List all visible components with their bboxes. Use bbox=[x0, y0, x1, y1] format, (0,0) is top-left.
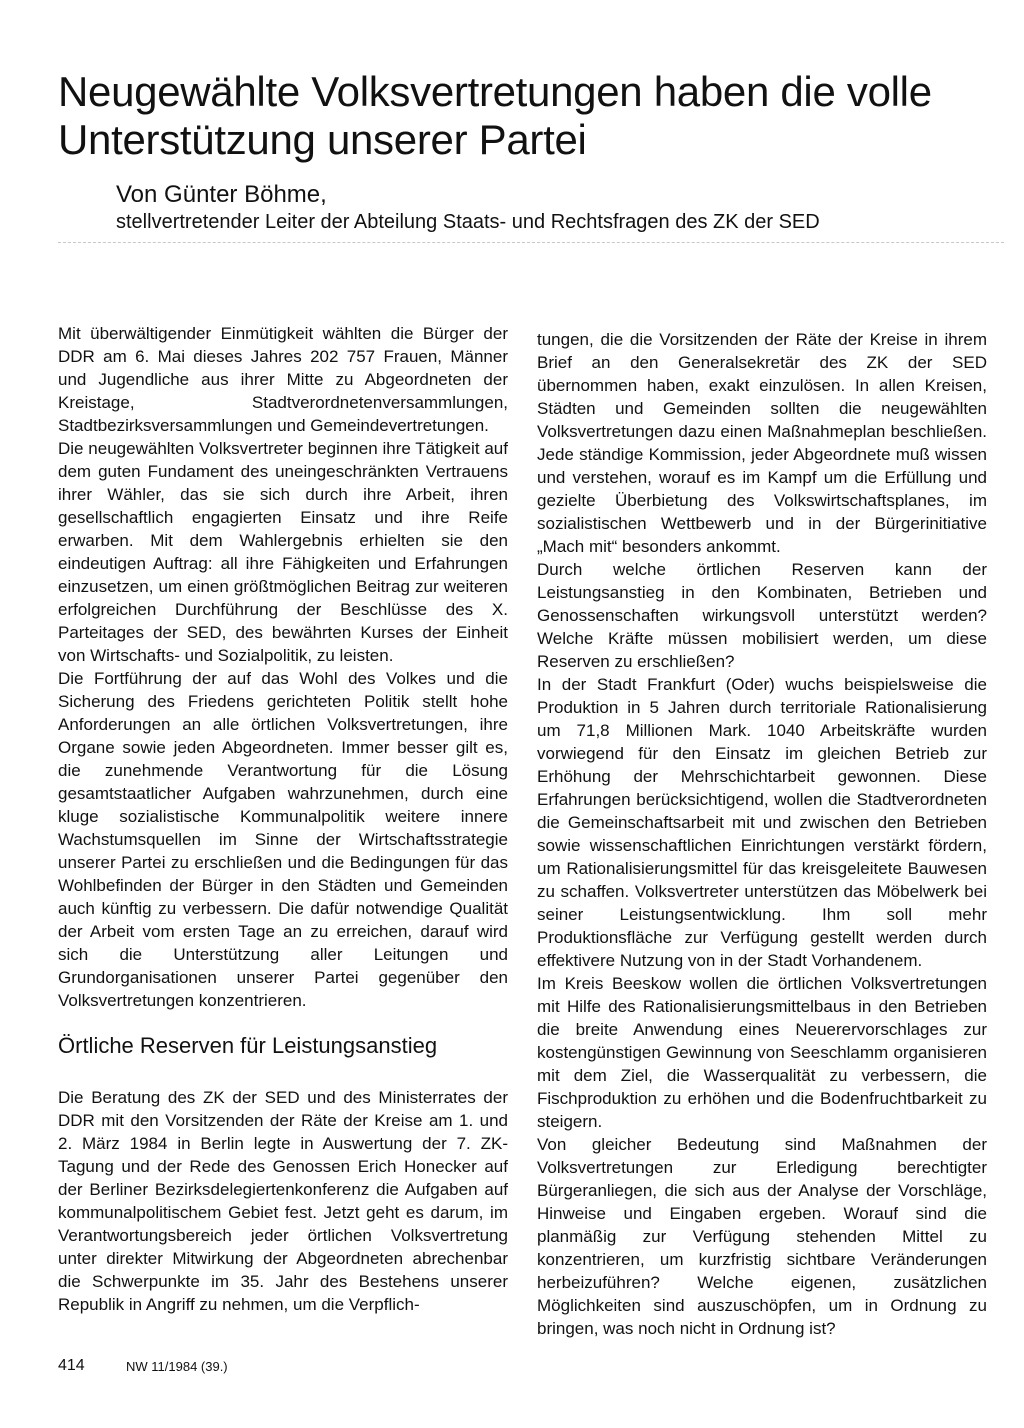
paragraph: tungen, die die Vorsitzenden der Räte der Kreise in ihrem Brief an den Generalsekretär des ZK der SED übernommen haben, exakt einzulösen. In allen Kreisen, Städten und Gemeinden sollten die neugewählten Volksvertretungen dazu einen Maßnahmeplan beschließen. Jede ständige Kommission, jeder Abgeordnete muß wissen und verstehen, worauf es im Kampf um die Erfüllung und gezielte Überbietung des Volkswirtschaftsplanes, im sozialistischen Wettbewerb und in der Bürgerinitiative „Mach mit“ besonders ankommt. bbox=[537, 330, 987, 556]
paragraph: Im Kreis Beeskow wollen die örtlichen Volksvertretungen mit Hilfe des Rationalisierungsmittelbaus in den Betrieben die breite Anwendung eines Neuerervorschlages zur kostengünstigen Gewinnung von Seeschlamm organisieren mit dem Ziel, die Wasserqualität zu verbessern, die Fischproduktion zu erhöhen und die Bodenfruchtbarkeit zu steigern. bbox=[537, 974, 987, 1131]
section-heading: Örtliche Reserven für Leistungsanstieg bbox=[58, 1033, 438, 1058]
journal-reference: NW 11/1984 (39.) bbox=[126, 1359, 228, 1374]
paragraph: In der Stadt Frankfurt (Oder) wuchs beispielsweise die Produktion in 5 Jahren durch territoriale Rationalisierung um 71,8 Millionen Mark. 1040 Arbeitskräfte wurden vorwiegend für den Einsatz im gleichen Betrieb zur Erhöhung der Mehrschichtarbeit gewonnen. Diese Erfahrungen berücksichtigend, wollen die Stadtverordneten die Gemeinschaftsarbeit mit und zwischen den Betrieben sowie wissenschaftlichen Einrichtungen verstärkt fördern, um Rationalisierungsmittel für das kreisgeleitete Bauwesen zu schaffen. Volksvertreter unterstützen das Möbelwerk bei seiner Leistungsentwicklung. Ihm soll mehr Produktionsfläche zur Verfügung gestellt werden durch effektivere Nutzung von in der Stadt Vorhandenem. bbox=[537, 675, 987, 970]
author-name: Von Günter Böhme, bbox=[116, 181, 327, 208]
left-column bbox=[58, 322, 508, 1316]
right-column bbox=[537, 328, 987, 1340]
page-footer bbox=[58, 1355, 458, 1379]
page-number: 414 bbox=[58, 1357, 85, 1374]
header-divider bbox=[58, 242, 1004, 243]
paragraph: Die neugewählten Volksvertreter beginnen ihre Tätigkeit auf dem guten Fundament des uneingeschränkten Vertrauens ihrer Wähler, das sie sich durch ihre Arbeit, ihren gesellschaftlich engagierten Einsatz und ihre Reife erwarben. Mit dem Wahlergebnis erhielten sie den eindeutigen Auftrag: all ihre Fähigkeiten und Erfahrungen einzusetzen, um einen größtmöglichen Beitrag zur weiteren erfolgreichen Durchführung der Beschlüsse des X. Parteitages der SED, des bewährten Kurses der Einheit von Wirtschafts- und Sozialpolitik, zu leisten. bbox=[58, 439, 508, 665]
paragraph: Durch welche örtlichen Reserven kann der Leistungsanstieg in den Kombinaten, Betrieben und Genossenschaften wirkungsvoll unterstützt werden? Welche Kräfte müssen mobilisiert werden, um diese Reserven zu erschließen? bbox=[537, 560, 987, 671]
paragraph: Von gleicher Bedeutung sind Maßnahmen der Volksvertretungen zur Erledigung berechtigter Bürgeranliegen, die sich aus der Analyse der Vorschläge, Hinweise und Eingaben ergeben. Worauf sind die planmäßig zur Verfügung stehenden Mittel zu konzentrieren, um kurzfristig sichtbare Veränderungen herbeizuführen? Welche eigenen, zusätzlichen Möglichkeiten sind auszuschöpfen, um in Ordnung zu bringen, was noch nicht in Ordnung ist? bbox=[537, 1135, 987, 1338]
byline bbox=[116, 180, 976, 235]
paragraph: Mit überwältigender Einmütigkeit wählten die Bürger der DDR am 6. Mai dieses Jahres 202 757 Frauen, Männer und Jugendliche aus ihrer Mitte zu Abgeordneten der Kreistage, Stadtverordnetenversammlungen, Stadtbezirksversammlungen und Gemeindevertretungen. bbox=[58, 324, 508, 435]
author-role: stellvertretender Leiter der Abteilung Staats- und Rechtsfragen des ZK der SED bbox=[116, 211, 820, 233]
paragraph: Die Beratung des ZK der SED und des Ministerrates der DDR mit den Vorsitzenden der Räte der Kreise am 1. und 2. März 1984 in Berlin legte in Auswertung der 7. ZK-Tagung und der Rede des Genossen Erich Honecker auf der Berliner Bezirksdelegiertenkonferenz die Aufgaben auf kommunalpolitischem Gebiet fest. Jetzt geht es darum, im Verantwortungsbereich jeder örtlichen Volksvertretung unter direkter Mitwirkung der Abgeordneten abrechenbar die Schwerpunkte im 35. Jahr des Bestehens unserer Republik in Angriff zu nehmen, um die Verpflich- bbox=[58, 1088, 508, 1314]
paragraph: Die Fortführung der auf das Wohl des Volkes und die Sicherung des Friedens gerichteten Politik stellt hohe Anforderungen an alle örtlichen Volksvertretungen, ihre Organe sowie jeden Abgeordneten. Immer besser gilt es, die zunehmende Verantwortung für die Lösung gesamtstaatlicher Aufgaben wahrzunehmen, durch eine kluge sozialistische Kommunalpolitik weitere innere Wachstumsquellen im Sinne der Wirtschaftsstrategie unserer Partei zu erschließen und die Bedingungen für das Wohlbefinden der Bürger in den Städten und Gemeinden auch künftig zu verbessern. Die dafür notwendige Qualität der Arbeit vom ersten Tage an zu erreichen, darauf wird sich die Unterstützung aller Leitungen und Grundorganisationen unserer Partei gegenüber den Volksvertretungen konzentrieren. bbox=[58, 669, 508, 1010]
article-title: Neugewählte Volksvertretungen haben die volle Unterstützung unserer Partei bbox=[58, 68, 932, 163]
